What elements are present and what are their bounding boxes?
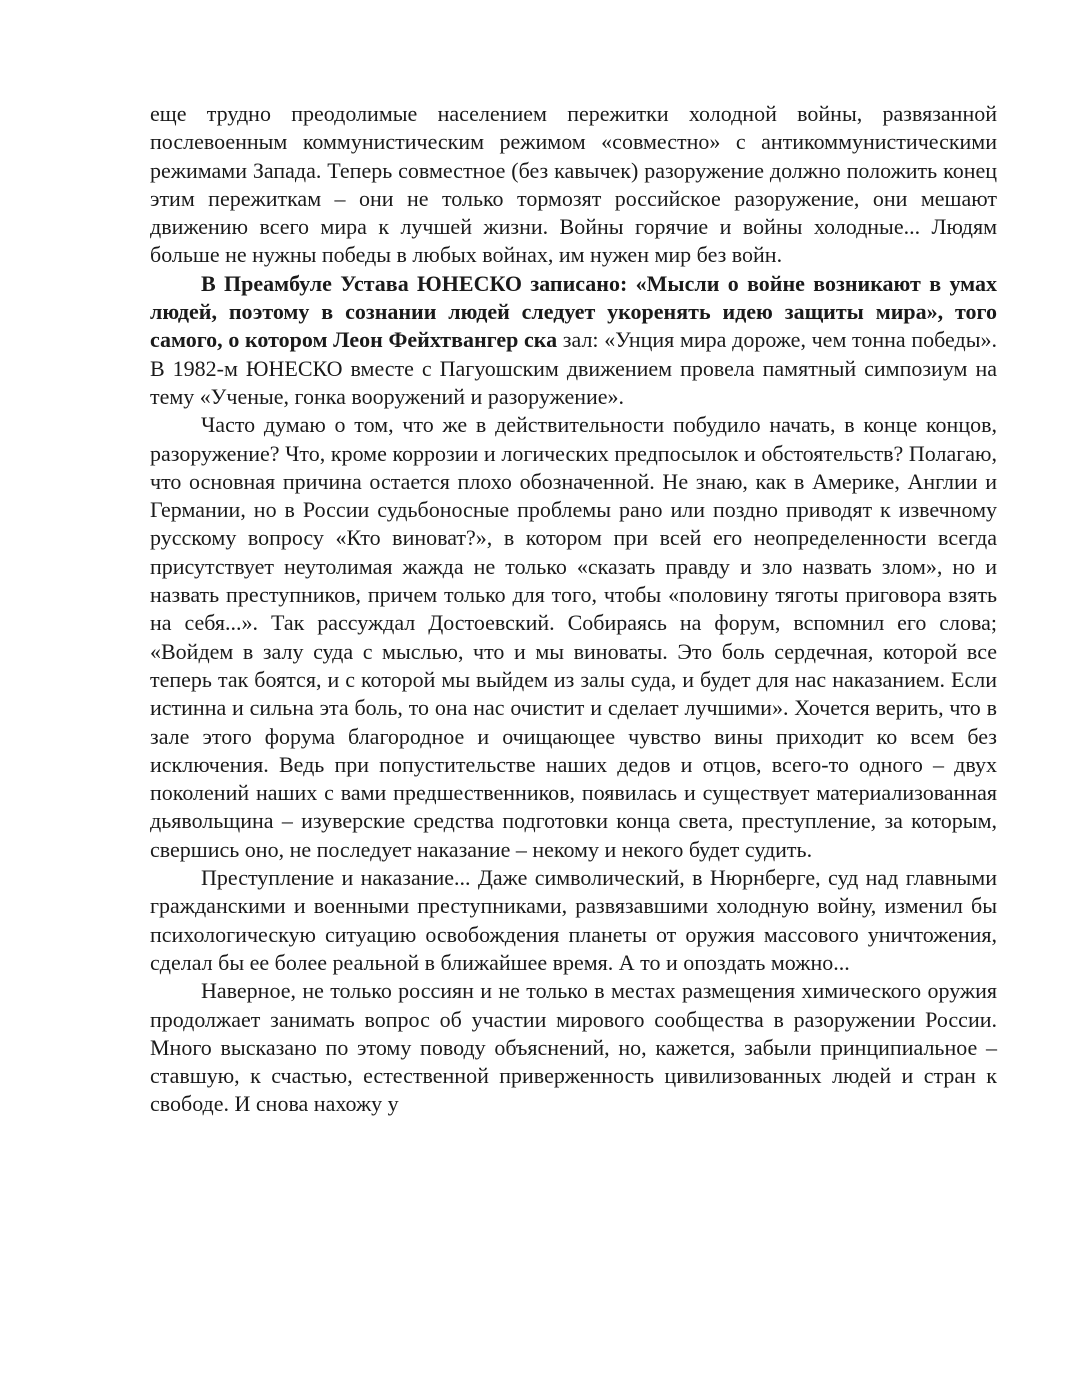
- paragraph-3: [150, 411, 997, 864]
- paragraph-5-text: Наверное, не только россиян и не только в местах размещения химического оружия продолжает занимать вопрос об участии мирового сообщества в разоружении России. Много высказано по этому поводу объяснений, но, кажется, забыли принципиальное – ставшую, к счастью, естественной приверженность цивилизованных людей и стран к свободе. И снова нахожу у: [150, 978, 997, 1117]
- paragraph-2: [150, 270, 997, 411]
- paragraph-5: [150, 977, 997, 1118]
- paragraph-1-text: еще трудно преодолимые населением пережитки холодной войны, развязанной послевоенным коммунистическим режимом «совместно» с антикоммунистическими режимами Запада. Теперь совместное (без кавычек) разоружение должно положить конец этим пережиткам – они не только тормозят российское разоружение, они мешают движению всего мира к лучшей жизни. Войны горячие и войны холодные... Людям больше не нужны победы в любых войнах, им нужен мир без войн.: [150, 101, 997, 268]
- paragraph-3-text: Часто думаю о том, что же в действительности побудило начать, в конце концов, разоружение? Что, кроме коррозии и логических предпосылок и обстоятельств? Полагаю, что основная причина остается плохо обозначенной. Не знаю, как в Америке, Англии и Германии, но в России судьбоносные проблемы рано или поздно приводят к извечному русскому вопросу «Кто виноват?», в котором при всей его неопределенности всегда присутствует неутолимая жажда не только «сказать правду и зло назвать злом», но и назвать преступников, причем только для того, чтобы «половину тяготы приговора взять на себя...». Так рассуждал Достоевский. Собираясь на форум, вспомнил его слова; «Войдем в залу суда с мыслью, что и мы виноваты. Это боль сердечная, которой все теперь так боятся, и с которой мы выйдем из залы суда, и будет для нас наказанием. Если истинна и сильна эта боль, то она нас очистит и сделает лучшими». Хочется верить, что в зале этого форума благородное и очищающее чувство вины приходит ко всем без исключения. Ведь при попустительстве наших дедов и отцов, всего-то одного – двух поколений наших с вами предшественников, появилась и существует материализованная дьявольщина – изуверские средства подготовки конца света, преступление, за которым, свершись оно, не последует наказание – некому и некого будет судить.: [150, 412, 997, 862]
- document-body: [150, 100, 997, 1119]
- paragraph-2-text: зал: «Унция мира дороже, чем тонна победы». В 1982-м ЮНЕСКО вместе с Пагуошским движением провела памятный симпозиум на тему «Ученые, гонка вооружений и разоружение».: [150, 327, 997, 409]
- paragraph-2-bold-text: В Преамбуле Устава ЮНЕСКО записано: «Мысли о войне возникают в умах людей, поэтому в сознании людей следует укоренять идею защиты мира», того самого, о котором Леон Фейхтвангер ска: [150, 270, 997, 353]
- paragraph-1: [150, 100, 997, 270]
- paragraph-4: [150, 864, 997, 977]
- paragraph-4-text: Преступление и наказание... Даже символический, в Нюрнберге, суд над главными гражданскими и военными преступниками, развязавшими холодную войну, изменил бы психологическую ситуацию освобождения планеты от оружия массового уничтожения, сделал бы ее более реальной в ближайшее время. А то и опоздать можно...: [150, 865, 997, 975]
